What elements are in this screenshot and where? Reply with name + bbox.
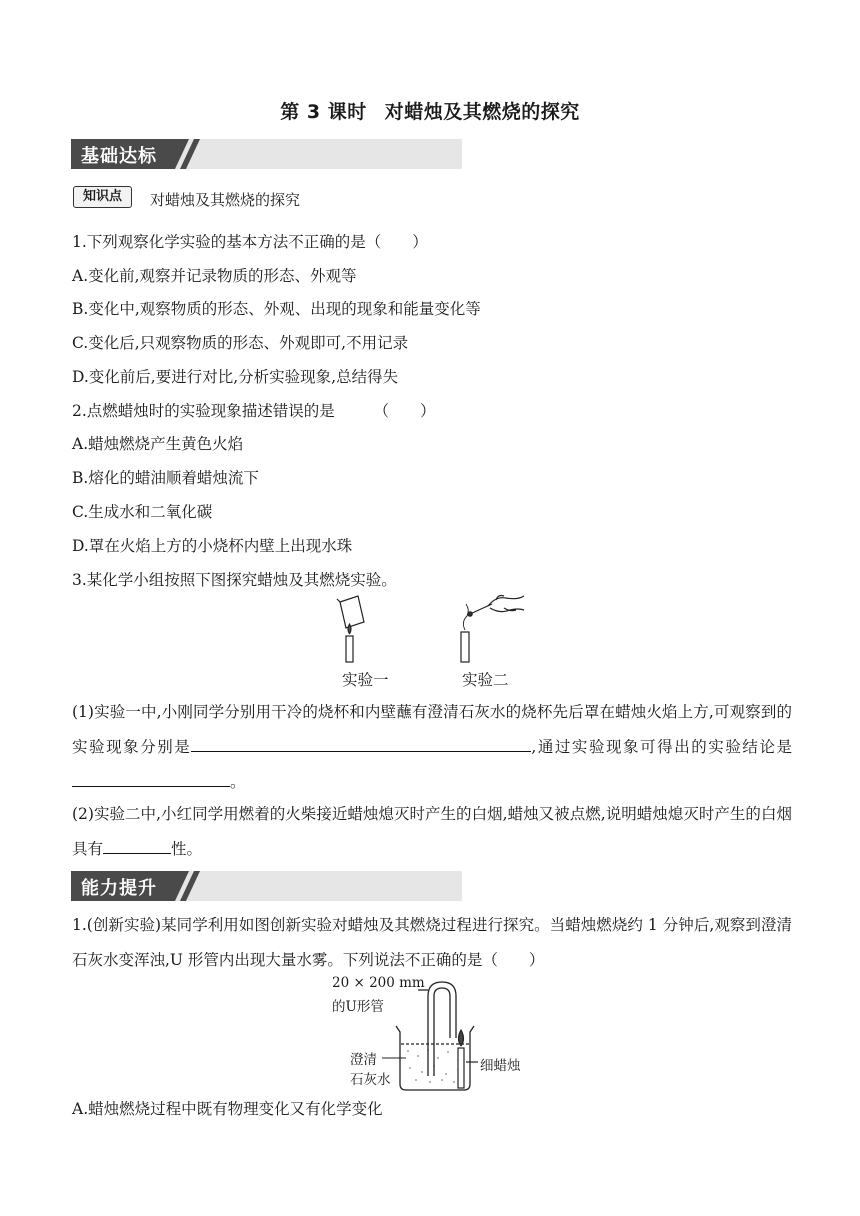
q2-option-b: B.熔化的蜡油顺着蜡烛流下 bbox=[72, 469, 259, 487]
q2-option-c: C.生成水和二氧化碳 bbox=[72, 503, 213, 521]
q1-option-c: C.变化后,只观察物质的形态、外观即可,不用记录 bbox=[72, 334, 409, 352]
answer-blank-conclusion[interactable] bbox=[72, 771, 230, 788]
banner-label: 能力提升 bbox=[81, 878, 157, 899]
candle-experiments-figure bbox=[320, 594, 530, 664]
q3-stem: 3.某化学小组按照下图探究蜡烛及其燃烧实验。 bbox=[72, 571, 397, 589]
q3-part1-text-c: 。 bbox=[230, 773, 246, 791]
answer-blank-property[interactable] bbox=[103, 838, 171, 855]
answer-blank-phenomena[interactable] bbox=[191, 736, 531, 753]
q2-stem: 2.点燃蜡烛时的实验现象描述错误的是 （ ） bbox=[72, 402, 436, 420]
lesson-number: 第 3 课时 bbox=[280, 101, 367, 123]
label-thin-candle: 细蜡烛 bbox=[480, 1058, 521, 1074]
section-banner-basic bbox=[71, 139, 462, 169]
limewater-drawing bbox=[407, 1049, 459, 1083]
q2-option-d: D.罩在火焰上方的小烧杯内壁上出现水珠 bbox=[72, 537, 353, 555]
knowledge-point-badge: 知识点 bbox=[73, 186, 132, 208]
adv-q1-stem: 1.(创新实验)某同学利用如图创新实验对蜡烛及其燃烧过程进行探究。当蜡烛燃烧约 1 分钟后,观察到澄清石灰水变浑浊,U 形管内出现大量水雾。下列说法不正确的是（ ） bbox=[72, 916, 792, 969]
thin-candle-drawing bbox=[458, 1030, 478, 1088]
label-tube-size: 20 × 200 mm bbox=[332, 975, 425, 991]
page-title bbox=[0, 97, 860, 124]
q1-option-a: A.变化前,观察并记录物质的形态、外观等 bbox=[72, 267, 357, 285]
knowledge-point-text: 对蜡烛及其燃烧的探究 bbox=[150, 191, 301, 209]
label-limewater-1: 澄清 bbox=[350, 1052, 377, 1068]
q2-option-a: A.蜡烛燃烧产生黄色火焰 bbox=[72, 435, 244, 453]
adv-q1-option-a: A.蜡烛燃烧过程中既有物理变化又有化学变化 bbox=[72, 1100, 383, 1118]
label-tube-name: 的U形管 bbox=[332, 999, 384, 1015]
q3-part2 bbox=[72, 797, 792, 867]
banner-label: 基础达标 bbox=[81, 146, 157, 167]
q1-option-d: D.变化前后,要进行对比,分析实验现象,总结得失 bbox=[72, 368, 399, 386]
caption-experiment-one: 实验一 bbox=[342, 671, 389, 689]
caption-experiment-two: 实验二 bbox=[462, 671, 509, 689]
q1-option-b: B.变化中,观察物质的形态、外观、出现的现象和能量变化等 bbox=[72, 300, 481, 318]
experiment-one-drawing bbox=[337, 596, 364, 662]
experiment-two-drawing bbox=[461, 596, 524, 663]
q3-part1-text-b: ,通过实验现象可得出的实验结论是 bbox=[531, 738, 792, 756]
q3-part1-text-a: (1)实验一中,小刚同学分别用干冷的烧杯和内壁蘸有澄清石灰水的烧杯先后罩在蜡烛火焰上方,可观察到的实验现象分别是 bbox=[72, 703, 792, 756]
q1-stem: 1.下列观察化学实验的基本方法不正确的是（ ） bbox=[72, 233, 428, 251]
section-banner-advanced bbox=[71, 871, 462, 901]
q3-part2-text-a: (2)实验二中,小红同学用燃着的火柴接近蜡烛熄灭时产生的白烟,蜡烛又被点燃,说明蜡烛熄灭时产生的白烟具有 bbox=[72, 805, 792, 858]
label-limewater-2: 石灰水 bbox=[350, 1072, 391, 1088]
q3-part1 bbox=[72, 695, 792, 800]
q3-part2-text-b: 性。 bbox=[171, 840, 203, 858]
lesson-topic: 对蜡烛及其燃烧的探究 bbox=[384, 101, 580, 123]
u-tube-drawing bbox=[418, 982, 456, 1076]
